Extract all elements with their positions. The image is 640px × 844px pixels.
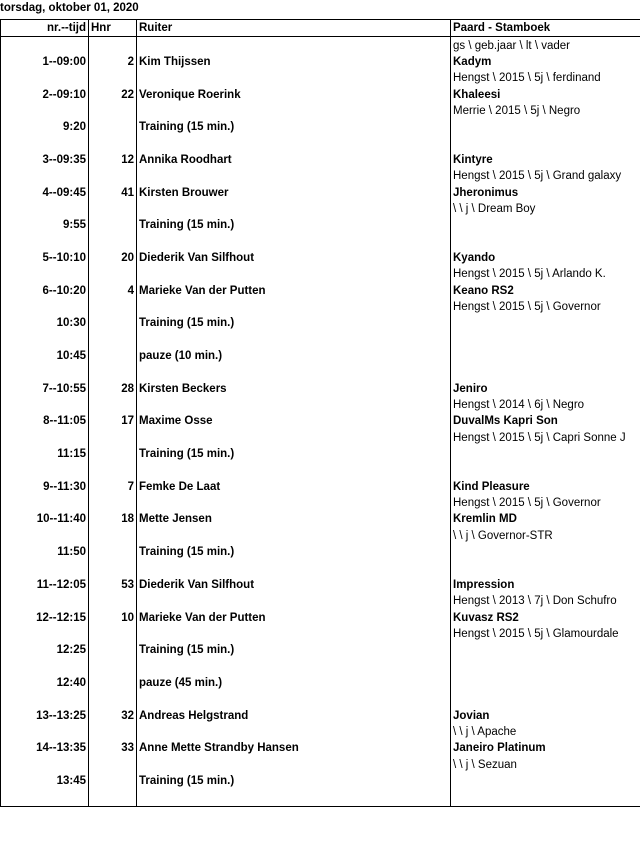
cell-nr-tijd: 6--10:20 bbox=[1, 283, 89, 299]
cell-paard-details bbox=[451, 364, 640, 380]
cell-paard-details: Hengst \ 2015 \ 5j \ Governor bbox=[451, 299, 640, 315]
cell-ruiter: Anne Mette Strandby Hansen bbox=[137, 740, 451, 756]
cell-hnr: 17 bbox=[89, 413, 137, 429]
cell-paard-details bbox=[451, 658, 640, 674]
cell-nr-tijd: 4--09:45 bbox=[1, 184, 89, 200]
cell-nr-tijd: 10:45 bbox=[1, 348, 89, 364]
cell-nr-tijd: 12--12:15 bbox=[1, 609, 89, 625]
cell-paard-details: Hengst \ 2015 \ 5j \ Grand galaxy bbox=[451, 168, 640, 184]
cell-ruiter: Mette Jensen bbox=[137, 511, 451, 527]
cell-hnr bbox=[89, 773, 137, 789]
cell-ruiter: Marieke Van der Putten bbox=[137, 283, 451, 299]
cell-nr-tijd: 2--09:10 bbox=[1, 86, 89, 102]
table-body bbox=[1, 37, 640, 806]
cell-ruiter: Training (15 min.) bbox=[137, 217, 451, 233]
cell-paard-details: Merrie \ 2015 \ 5j \ Negro bbox=[451, 103, 640, 119]
cell-hnr: 28 bbox=[89, 381, 137, 397]
cell-paard-details: Hengst \ 2014 \ 6j \ Negro bbox=[451, 397, 640, 413]
table-row bbox=[1, 544, 640, 560]
cell-paard-details: Hengst \ 2015 \ 5j \ Governor bbox=[451, 495, 640, 511]
header-hnr: Hnr bbox=[89, 20, 137, 37]
table-row bbox=[1, 740, 640, 756]
cell-paard: Jeniro bbox=[451, 381, 640, 397]
table-row bbox=[1, 511, 640, 527]
table-row bbox=[1, 609, 640, 625]
table-row-sub bbox=[1, 495, 640, 511]
cell-paard-details: Hengst \ 2015 \ 5j \ Capri Sonne J bbox=[451, 430, 640, 446]
cell-hnr: 41 bbox=[89, 184, 137, 200]
cell-paard-details bbox=[451, 462, 640, 478]
table-row bbox=[1, 479, 640, 495]
cell-nr-tijd: 11:50 bbox=[1, 544, 89, 560]
cell-paard: Kind Pleasure bbox=[451, 479, 640, 495]
cell-paard: Kuvasz RS2 bbox=[451, 609, 640, 625]
cell-ruiter: Kirsten Brouwer bbox=[137, 184, 451, 200]
cell-paard-details bbox=[451, 233, 640, 249]
cell-paard-details bbox=[451, 135, 640, 151]
cell-paard-details bbox=[451, 560, 640, 576]
table-row bbox=[1, 152, 640, 168]
header-row bbox=[1, 20, 640, 37]
table-row bbox=[1, 54, 640, 70]
cell-ruiter: pauze (45 min.) bbox=[137, 675, 451, 691]
cell-ruiter: Training (15 min.) bbox=[137, 446, 451, 462]
table-row-sub bbox=[1, 397, 640, 413]
cell-paard bbox=[451, 446, 640, 462]
cell-hnr: 7 bbox=[89, 479, 137, 495]
table-row-sub bbox=[1, 691, 640, 707]
cell-nr-tijd: 11:15 bbox=[1, 446, 89, 462]
cell-hnr bbox=[89, 544, 137, 560]
cell-hnr bbox=[89, 348, 137, 364]
cell-nr-tijd: 13--13:25 bbox=[1, 707, 89, 723]
cell-paard-details: \ \ j \ Governor-STR bbox=[451, 528, 640, 544]
cell-nr-tijd: 9:20 bbox=[1, 119, 89, 135]
table-row bbox=[1, 315, 640, 331]
cell-ruiter: Kirsten Beckers bbox=[137, 381, 451, 397]
cell-nr-tijd: 9:55 bbox=[1, 217, 89, 233]
date-line: torsdag, oktober 01, 2020 bbox=[0, 2, 139, 14]
header-ruiter: Ruiter bbox=[137, 20, 451, 37]
cell-ruiter: Diederik Van Silfhout bbox=[137, 250, 451, 266]
cell-hnr: 18 bbox=[89, 511, 137, 527]
cell-nr-tijd: 13:45 bbox=[1, 773, 89, 789]
table-row-sub bbox=[1, 756, 640, 772]
cell-hnr bbox=[89, 642, 137, 658]
table-row bbox=[1, 250, 640, 266]
cell-paard bbox=[451, 773, 640, 789]
cell-ruiter: Training (15 min.) bbox=[137, 119, 451, 135]
cell-paard-details: Hengst \ 2015 \ 5j \ ferdinand bbox=[451, 70, 640, 86]
cell-ruiter: pauze (10 min.) bbox=[137, 348, 451, 364]
cell-paard bbox=[451, 544, 640, 560]
table-row-sub bbox=[1, 103, 640, 119]
table-row-sub bbox=[1, 789, 640, 806]
cell-hnr: 2 bbox=[89, 54, 137, 70]
table-row-sub bbox=[1, 135, 640, 151]
cell-paard-details: Hengst \ 2013 \ 7j \ Don Schufro bbox=[451, 593, 640, 609]
cell-nr-tijd: 11--12:05 bbox=[1, 577, 89, 593]
header-nr-tijd: nr.--tijd bbox=[1, 20, 89, 37]
table-row-sub bbox=[1, 593, 640, 609]
cell-paard: Kintyre bbox=[451, 152, 640, 168]
cell-ruiter: Veronique Roerink bbox=[137, 86, 451, 102]
header-paard: Paard - Stamboek bbox=[451, 20, 640, 37]
cell-paard: Keano RS2 bbox=[451, 283, 640, 299]
table-row-sub bbox=[1, 724, 640, 740]
cell-ruiter: Training (15 min.) bbox=[137, 642, 451, 658]
cell-paard-details: Hengst \ 2015 \ 5j \ Glamourdale bbox=[451, 626, 640, 642]
table-row bbox=[1, 119, 640, 135]
table-row-sub bbox=[1, 364, 640, 380]
table-row bbox=[1, 773, 640, 789]
table-row bbox=[1, 642, 640, 658]
start-list-table bbox=[0, 19, 640, 807]
table-row bbox=[1, 577, 640, 593]
table-row bbox=[1, 707, 640, 723]
table-row bbox=[1, 217, 640, 233]
cell-ruiter: Kim Thijssen bbox=[137, 54, 451, 70]
table-row-sub bbox=[1, 168, 640, 184]
cell-paard bbox=[451, 217, 640, 233]
table-row-sub bbox=[1, 560, 640, 576]
cell-paard-details bbox=[451, 691, 640, 707]
cell-ruiter: Marieke Van der Putten bbox=[137, 609, 451, 625]
table-row-sub bbox=[1, 233, 640, 249]
cell-ruiter: Andreas Helgstrand bbox=[137, 707, 451, 723]
cell-paard bbox=[451, 348, 640, 364]
table-row-sub bbox=[1, 430, 640, 446]
cell-paard: Jheronimus bbox=[451, 184, 640, 200]
cell-paard bbox=[451, 119, 640, 135]
cell-paard-details bbox=[451, 789, 640, 806]
cell-paard-details: \ \ j \ Dream Boy bbox=[451, 201, 640, 217]
cell-hnr: 33 bbox=[89, 740, 137, 756]
cell-nr-tijd: 12:40 bbox=[1, 675, 89, 691]
cell-paard-details bbox=[451, 332, 640, 348]
cell-hnr bbox=[89, 217, 137, 233]
table-row-sub bbox=[1, 266, 640, 282]
table-row bbox=[1, 184, 640, 200]
cell-paard: Kremlin MD bbox=[451, 511, 640, 527]
cell-paard: DuvalMs Kapri Son bbox=[451, 413, 640, 429]
cell-nr-tijd: 9--11:30 bbox=[1, 479, 89, 495]
cell-hnr: 10 bbox=[89, 609, 137, 625]
cell-nr-tijd: 10--11:40 bbox=[1, 511, 89, 527]
table-row bbox=[1, 86, 640, 102]
header-paard-sub: gs \ geb.jaar \ lt \ vader bbox=[451, 37, 640, 54]
table-row bbox=[1, 675, 640, 691]
table-row-sub bbox=[1, 70, 640, 86]
cell-nr-tijd: 3--09:35 bbox=[1, 152, 89, 168]
cell-ruiter: Diederik Van Silfhout bbox=[137, 577, 451, 593]
cell-hnr: 20 bbox=[89, 250, 137, 266]
cell-paard-details: Hengst \ 2015 \ 5j \ Arlando K. bbox=[451, 266, 640, 282]
table-row-sub bbox=[1, 462, 640, 478]
cell-nr-tijd: 8--11:05 bbox=[1, 413, 89, 429]
cell-ruiter: Training (15 min.) bbox=[137, 315, 451, 331]
table-row-sub bbox=[1, 626, 640, 642]
cell-ruiter: Training (15 min.) bbox=[137, 773, 451, 789]
cell-paard: Khaleesi bbox=[451, 86, 640, 102]
cell-paard: Kyando bbox=[451, 250, 640, 266]
cell-ruiter: Femke De Laat bbox=[137, 479, 451, 495]
cell-paard: Jovian bbox=[451, 707, 640, 723]
table-row bbox=[1, 381, 640, 397]
cell-hnr bbox=[89, 315, 137, 331]
table-row-sub bbox=[1, 528, 640, 544]
cell-hnr bbox=[89, 446, 137, 462]
cell-nr-tijd: 14--13:35 bbox=[1, 740, 89, 756]
cell-nr-tijd: 10:30 bbox=[1, 315, 89, 331]
cell-paard: Janeiro Platinum bbox=[451, 740, 640, 756]
cell-ruiter: Annika Roodhart bbox=[137, 152, 451, 168]
cell-ruiter: Training (15 min.) bbox=[137, 544, 451, 560]
table-row-sub bbox=[1, 299, 640, 315]
table-row-sub bbox=[1, 201, 640, 217]
cell-hnr: 32 bbox=[89, 707, 137, 723]
cell-hnr: 12 bbox=[89, 152, 137, 168]
table-row bbox=[1, 283, 640, 299]
cell-ruiter: Maxime Osse bbox=[137, 413, 451, 429]
cell-paard-details: \ \ j \ Sezuan bbox=[451, 756, 640, 772]
table-row-sub bbox=[1, 332, 640, 348]
cell-paard: Impression bbox=[451, 577, 640, 593]
table-row-sub bbox=[1, 658, 640, 674]
cell-nr-tijd: 1--09:00 bbox=[1, 54, 89, 70]
cell-hnr: 4 bbox=[89, 283, 137, 299]
cell-hnr: 53 bbox=[89, 577, 137, 593]
cell-hnr bbox=[89, 675, 137, 691]
cell-paard bbox=[451, 675, 640, 691]
table-row bbox=[1, 413, 640, 429]
cell-paard-details: \ \ j \ Apache bbox=[451, 724, 640, 740]
cell-nr-tijd: 12:25 bbox=[1, 642, 89, 658]
cell-hnr bbox=[89, 119, 137, 135]
cell-hnr: 22 bbox=[89, 86, 137, 102]
header-sub-row bbox=[1, 37, 640, 54]
cell-nr-tijd: 5--10:10 bbox=[1, 250, 89, 266]
cell-paard bbox=[451, 315, 640, 331]
table-row bbox=[1, 348, 640, 364]
cell-paard: Kadym bbox=[451, 54, 640, 70]
cell-paard bbox=[451, 642, 640, 658]
table-row bbox=[1, 446, 640, 462]
cell-nr-tijd: 7--10:55 bbox=[1, 381, 89, 397]
